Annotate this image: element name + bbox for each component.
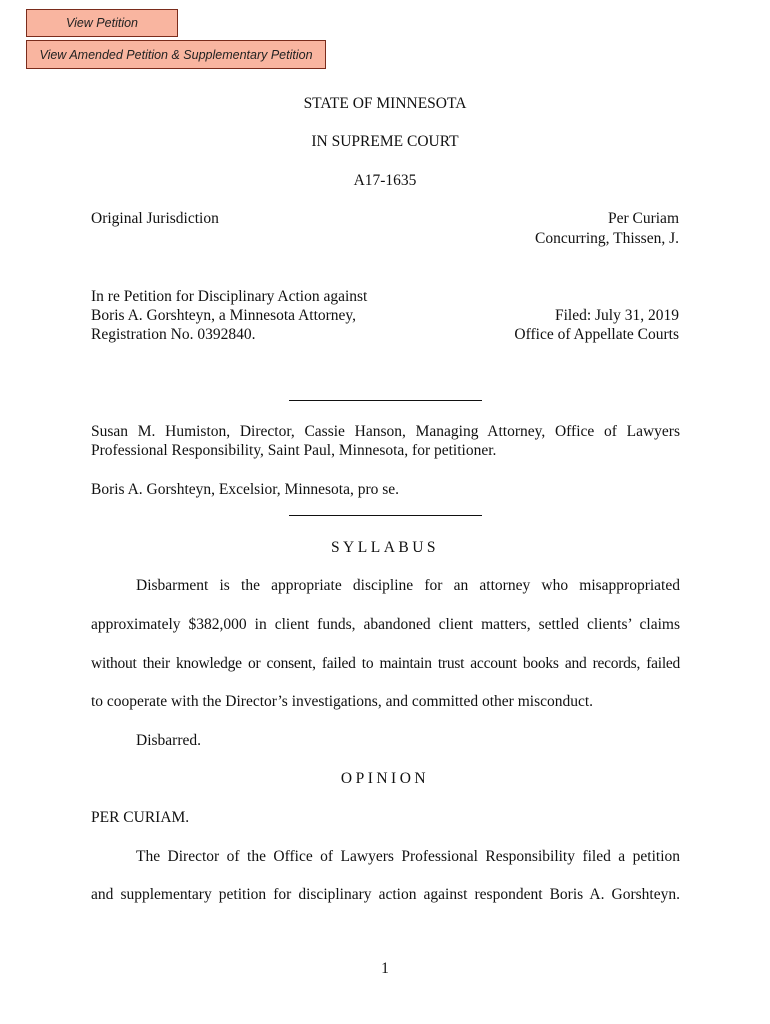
syllabus-line-2: approximately $382,000 in client funds, abandoned client matters, settled clients’ claims [91, 616, 680, 633]
petitioner-counsel-line-1: Susan M. Humiston, Director, Cassie Hanson, Managing Attorney, Office of Lawyers [91, 423, 680, 440]
respondent-counsel: Boris A. Gorshteyn, Excelsior, Minnesota, pro se. [91, 481, 400, 498]
syllabus-line-4: to cooperate with the Director’s investigations, and committed other misconduct. [91, 693, 594, 710]
jurisdiction: Original Jurisdiction [91, 210, 219, 227]
syllabus-line-3: without their knowledge or consent, failed to maintain trust account books and records, failed [91, 655, 680, 672]
divider-rule [289, 400, 482, 401]
disposition: Disbarred. [136, 732, 201, 749]
state-heading: STATE OF MINNESOTA [303, 95, 467, 112]
syllabus-line-1: Disbarment is the appropriate discipline for an attorney who misappropriated [136, 577, 680, 594]
petitioner-counsel-line-2: Professional Responsibility, Saint Paul, Minnesota, for petitioner. [91, 442, 497, 459]
office-label: Office of Appellate Courts [514, 326, 679, 343]
opinion-heading: OPINION [340, 770, 430, 787]
page-number: 1 [381, 960, 389, 977]
docket-number: A17-1635 [353, 172, 417, 189]
opinion-line-2: and supplementary petition for disciplinary action against respondent Boris A. Gorshteyn. [91, 886, 680, 903]
case-title-line-2: Boris A. Gorshteyn, a Minnesota Attorney, [91, 307, 357, 324]
syllabus-heading: SYLLABUS [330, 539, 440, 556]
per-curiam-label: Per Curiam [607, 210, 679, 227]
court-heading: IN SUPREME COURT [311, 133, 459, 150]
divider-rule [289, 515, 482, 516]
opinion-line-1: The Director of the Office of Lawyers Professional Responsibility filed a petition [136, 848, 680, 865]
view-amended-petition-button[interactable]: View Amended Petition & Supplementary Petition [26, 40, 326, 69]
case-title-line-1: In re Petition for Disciplinary Action against [91, 288, 368, 305]
per-curiam-heading: PER CURIAM. [91, 809, 190, 826]
case-title-line-3: Registration No. 0392840. [91, 326, 256, 343]
filed-date: Filed: July 31, 2019 [554, 307, 679, 324]
view-petition-button[interactable]: View Petition [26, 9, 178, 37]
concurring-label: Concurring, Thissen, J. [535, 230, 679, 247]
